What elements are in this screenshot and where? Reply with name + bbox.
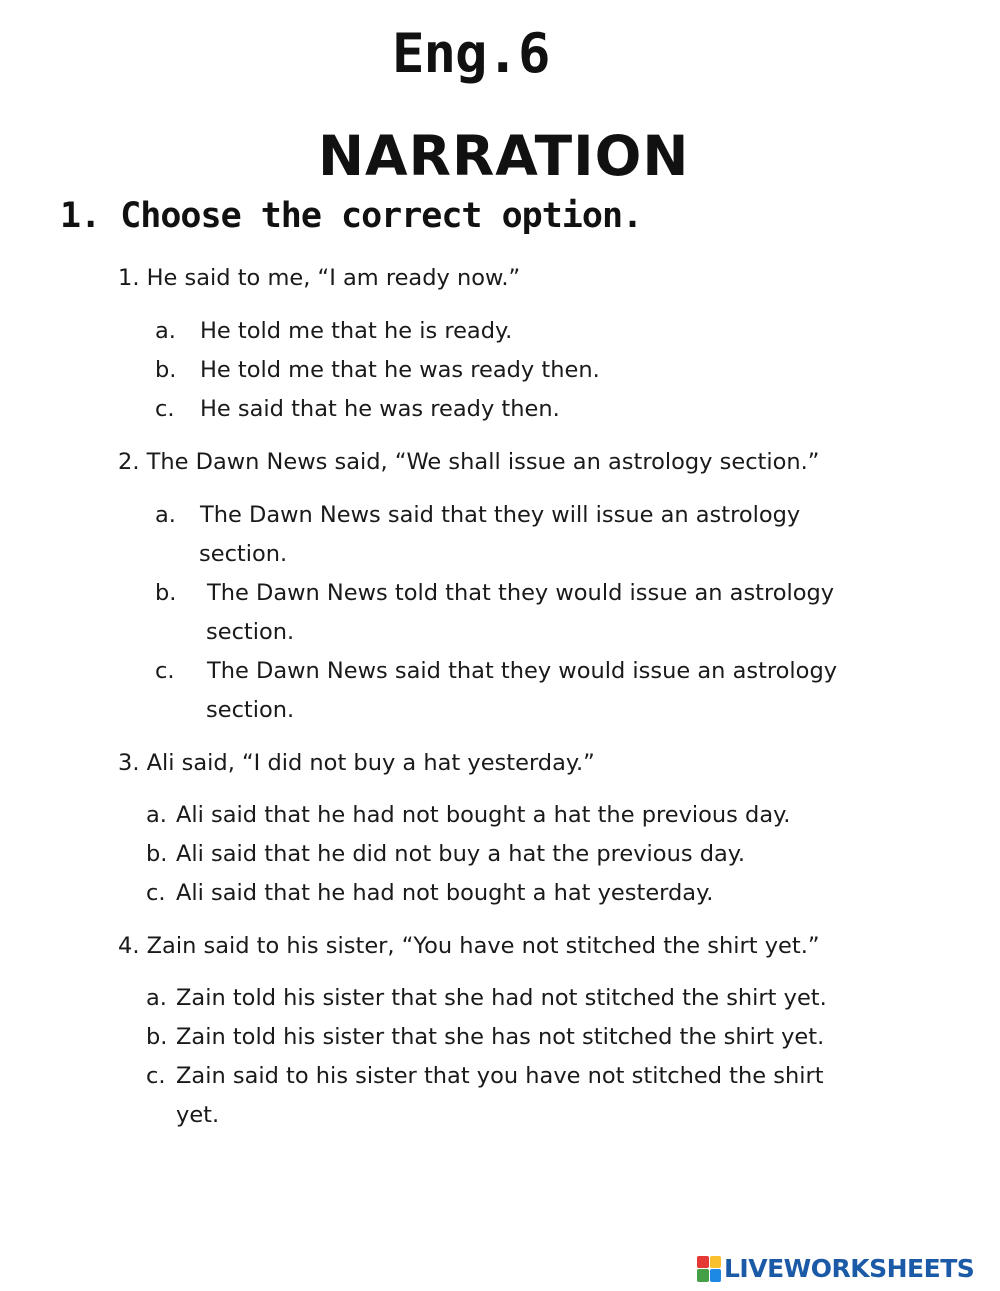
course-title: Eng.6	[392, 22, 550, 85]
option-letter: b.	[155, 580, 177, 606]
option-letter: c.	[146, 1063, 166, 1089]
option-letter: b.	[146, 1024, 168, 1050]
question-4-option-c-continued: yet.	[176, 1102, 220, 1128]
option-text: He told me that he is ready.	[200, 318, 513, 344]
option-text: The Dawn News told that they would issue an astrology	[207, 580, 835, 606]
question-2: 2. The Dawn News said, “We shall issue an astrology section.”	[118, 449, 820, 475]
liveworksheets-logo[interactable]	[697, 1254, 974, 1283]
question-3-option-a[interactable]	[146, 802, 790, 828]
option-letter: c.	[146, 880, 166, 906]
option-letter: c.	[155, 396, 175, 422]
liveworksheets-logo-icon	[697, 1256, 721, 1282]
option-text: Zain told his sister that she had not stitched the shirt yet.	[176, 985, 827, 1011]
option-text: The Dawn News said that they would issue an astrology	[207, 658, 838, 684]
question-3-option-b[interactable]	[146, 841, 745, 867]
option-text: Zain said to his sister that you have not stitched the shirt	[176, 1063, 824, 1089]
option-letter: b.	[146, 841, 168, 867]
question-2-option-b-continued: section.	[206, 619, 295, 645]
option-text: Ali said that he had not bought a hat the previous day.	[176, 802, 791, 828]
question-4-option-b[interactable]	[146, 1024, 824, 1050]
question-2-option-c-continued: section.	[206, 697, 295, 723]
option-letter: a.	[155, 318, 176, 344]
question-1-option-c[interactable]	[155, 396, 560, 422]
option-letter: a.	[146, 985, 167, 1011]
question-1-option-a[interactable]	[155, 318, 512, 344]
logo-square-yellow	[710, 1256, 722, 1269]
question-2-option-a-continued: section.	[199, 541, 288, 567]
question-3-option-c[interactable]	[146, 880, 713, 906]
topic-title: NARRATION	[318, 124, 690, 188]
option-letter: a.	[146, 802, 167, 828]
question-2-option-c[interactable]	[155, 658, 837, 684]
question-4-option-a[interactable]	[146, 985, 827, 1011]
option-text: The Dawn News said that they will issue an astrology	[200, 502, 801, 528]
logo-square-blue	[710, 1269, 722, 1282]
option-text: Zain told his sister that she has not stitched the shirt yet.	[176, 1024, 825, 1050]
section-heading: 1. Choose the correct option.	[60, 196, 643, 236]
question-3: 3. Ali said, “I did not buy a hat yesterday.”	[118, 750, 595, 776]
question-2-option-b[interactable]	[155, 580, 834, 606]
option-letter: a.	[155, 502, 176, 528]
option-text: Ali said that he did not buy a hat the previous day.	[176, 841, 746, 867]
option-text: He said that he was ready then.	[200, 396, 560, 422]
logo-square-red	[697, 1256, 709, 1269]
option-text: He told me that he was ready then.	[200, 357, 600, 383]
question-4-option-c[interactable]	[146, 1063, 824, 1089]
logo-text: LIVEWORKSHEETS	[724, 1254, 975, 1283]
question-1-option-b[interactable]	[155, 357, 600, 383]
option-letter: b.	[155, 357, 177, 383]
option-letter: c.	[155, 658, 175, 684]
question-1: 1. He said to me, “I am ready now.”	[118, 265, 521, 291]
option-text: Ali said that he had not bought a hat yesterday.	[176, 880, 714, 906]
question-2-option-a[interactable]	[155, 502, 800, 528]
logo-square-green	[697, 1269, 709, 1282]
question-4: 4. Zain said to his sister, “You have not stitched the shirt yet.”	[118, 933, 820, 959]
